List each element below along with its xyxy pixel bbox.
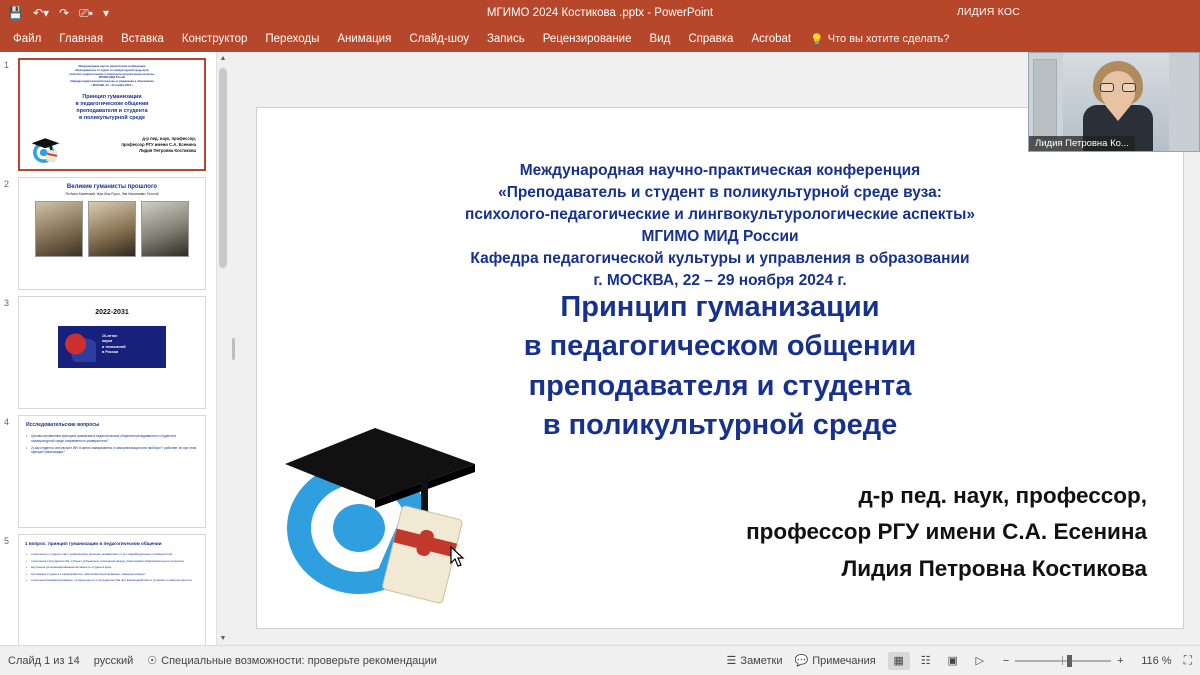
portrait-komensky xyxy=(35,201,83,257)
tab-home[interactable]: Главная xyxy=(59,32,104,45)
tell-me-box[interactable] xyxy=(810,33,949,46)
thumb3-banner xyxy=(58,326,166,368)
notes-label: Заметки xyxy=(740,654,783,667)
portrait-rousseau xyxy=(88,201,136,257)
reading-view-button[interactable]: ▣ xyxy=(947,655,958,667)
zoom-slider[interactable] xyxy=(1003,655,1124,667)
portrait-tolstoy xyxy=(141,201,189,257)
scrollbar-thumb[interactable] xyxy=(219,68,227,268)
zoom-track[interactable] xyxy=(1015,660,1111,662)
thumbnail-slide-2[interactable] xyxy=(18,177,206,290)
slide-thumbnail-pane[interactable] xyxy=(0,52,228,645)
present-icon[interactable]: ⎚▪ xyxy=(79,6,93,20)
ribbon-tabs xyxy=(0,26,1200,52)
thumb4-bullets xyxy=(31,434,197,455)
current-slide[interactable] xyxy=(256,107,1184,629)
qat-more-icon[interactable]: ▾ xyxy=(102,6,109,20)
thumbnail-number: 4 xyxy=(4,417,10,427)
fit-to-window-icon[interactable]: ⛶ xyxy=(1183,653,1192,667)
thumbnail-row[interactable] xyxy=(0,171,228,290)
glasses-icon xyxy=(1100,83,1136,92)
list-item: • 2) как студенты используют ИИ: в целях саморазвития и самореализации или наоборот? работает ли при этом принцип гуманизации? xyxy=(31,446,197,456)
comments-button[interactable] xyxy=(795,654,876,667)
accessibility-icon: ☉ xyxy=(147,655,158,667)
video-call-self-view[interactable] xyxy=(1028,52,1200,152)
slide-counter[interactable]: Слайд 1 из 14 xyxy=(8,654,80,667)
thumbnail-slide-3[interactable] xyxy=(18,296,206,409)
redo-icon[interactable]: ↷ xyxy=(59,6,70,20)
thumbnail-slide-5[interactable] xyxy=(18,534,206,645)
science-decade-logo-icon xyxy=(62,332,96,362)
graduation-cap-at-symbol-icon[interactable] xyxy=(279,406,509,606)
thumbnail-slide-4[interactable] xyxy=(18,415,206,528)
tab-help[interactable]: Справка xyxy=(688,32,734,45)
tab-design[interactable]: Конструктор xyxy=(181,32,248,45)
scroll-down-icon[interactable]: ▼ xyxy=(217,632,228,645)
slide-header-text[interactable]: Международная научно-практическая конференция «Преподаватель и студент в поликультурной среде вуза: психолого-педагогические и лингвокультурологические аспекты» МГИМО МИД России Кафедра педагогической культуры и управления в образовании г. МОСКВА, 22 – 29 ноября 2024 г. xyxy=(465,162,975,289)
lightbulb-icon: 💡 xyxy=(810,33,824,46)
thumb1-title: Принцип гуманизации в педагогическом общении преподавателя и студента в поликультурной среде xyxy=(75,93,149,122)
zoom-midpoint-tick xyxy=(1062,656,1063,665)
pane-splitter[interactable] xyxy=(228,52,240,645)
notes-button[interactable] xyxy=(727,654,783,667)
zoom-level-label[interactable]: 116 % xyxy=(1141,654,1172,667)
thumbnail-number: 1 xyxy=(4,60,10,70)
accessibility-status[interactable] xyxy=(147,654,437,667)
list-item: • отношение к студенту как к уникальному явлению независимо от его индивидуальных особенностей; xyxy=(31,552,197,557)
list-item: • внутренне детерминированная активность студента вуза; xyxy=(31,565,197,570)
comments-label: Примечания xyxy=(812,654,876,667)
tab-slideshow[interactable]: Слайд-шоу xyxy=(409,32,469,45)
camera-door xyxy=(1033,59,1057,139)
slide-sorter-view-button[interactable]: ☷ xyxy=(920,655,931,667)
notes-icon: ☰ xyxy=(726,655,737,667)
view-buttons xyxy=(888,652,991,670)
participant-name-label: Лидия Петровна Ко... xyxy=(1029,136,1135,151)
account-name: ЛИДИЯ КОС xyxy=(956,6,1020,18)
slideshow-view-button[interactable]: ▷ xyxy=(975,655,984,667)
comment-icon: 💬 xyxy=(794,655,809,667)
zoom-handle[interactable] xyxy=(1067,655,1072,667)
thumb1-author: д-р пед. наук, профессор, профессор РГУ имени С.А. Есенина Лидия Петровна Костикова xyxy=(121,135,196,154)
thumbnail-row[interactable] xyxy=(0,528,228,645)
list-item: • отношения взаимопонимания, толерантности и сотрудничества при взаимодействии в условиях поликультурности. xyxy=(31,578,197,583)
tab-acrobat[interactable]: Acrobat xyxy=(751,32,792,45)
scroll-up-icon[interactable]: ▲ xyxy=(217,52,228,65)
thumbnail-number: 2 xyxy=(4,179,10,189)
ribbon-tab-bar xyxy=(0,26,1200,52)
normal-view-button[interactable]: ▦ xyxy=(888,652,910,670)
quick-access-toolbar xyxy=(0,0,109,26)
thumb5-title: 1 вопрос: принцип гуманизации в педагогическом общении xyxy=(25,541,162,546)
graduation-cap-at-symbol-icon xyxy=(27,134,69,164)
thumbnail-slide-1[interactable] xyxy=(18,58,206,171)
status-left-group xyxy=(0,654,437,667)
thumb4-title: Исследовательские вопросы xyxy=(26,422,100,428)
tab-insert[interactable]: Вставка xyxy=(121,32,164,45)
list-item: • Ценовы проявления принципа гуманизма в педагогическом общении преподавателя и студента в поликультурной среде современного университета? xyxy=(31,434,197,444)
zoom-out-button[interactable]: − xyxy=(1002,654,1010,667)
thumb5-bullets xyxy=(31,552,197,583)
thumbnail-row[interactable] xyxy=(0,290,228,409)
title-bar xyxy=(0,0,1200,26)
tell-me-label: Что вы хотите сделать? xyxy=(827,33,950,45)
thumbnail-row[interactable] xyxy=(0,409,228,528)
camera-wall-right xyxy=(1169,53,1199,152)
document-title: МГИМО 2024 Костикова .pptx - PowerPoint xyxy=(486,7,714,19)
undo-icon[interactable]: ↶▾ xyxy=(32,6,50,20)
splitter-grip[interactable] xyxy=(232,338,235,360)
tab-review[interactable]: Рецензирование xyxy=(542,32,632,45)
thumb2-title: Великие гуманисты прошлого xyxy=(66,184,158,190)
accessibility-label: Специальные возможности: проверьте рекомендации xyxy=(161,654,437,667)
tab-file[interactable]: Файл xyxy=(13,32,42,45)
thumbnail-row[interactable] xyxy=(0,52,228,171)
list-item: • мотивация студента к саморазвитию, самосовершенствованию, самореализации; xyxy=(31,572,197,577)
tab-record[interactable]: Запись xyxy=(486,32,525,45)
zoom-in-button[interactable]: + xyxy=(1117,654,1124,667)
thumb3-banner-text: 10-летие науки и технологий в России xyxy=(102,334,126,355)
thumb2-portraits xyxy=(19,201,205,257)
language-indicator[interactable]: русский xyxy=(93,654,134,667)
thumb2-subtitle: Ян Амос Коменский, Жан-Жак Руссо, Лев Николаевич Толстой xyxy=(65,192,159,196)
thumbnail-scrollbar[interactable] xyxy=(216,52,228,645)
save-icon[interactable]: 💾 xyxy=(8,6,23,20)
list-item: • отношения сотрудничества, субъект-субъектные отношения между участниками образовательного процесса; xyxy=(31,559,197,564)
status-bar xyxy=(0,645,1200,675)
work-area xyxy=(0,52,1200,645)
tab-transitions[interactable]: Переходы xyxy=(265,32,320,45)
tab-view[interactable]: Вид xyxy=(649,32,671,45)
thumb3-title: 2022-2031 xyxy=(95,309,129,316)
slide-title-text[interactable]: Принцип гуманизации в педагогическом общении преподавателя и студента в поликультурной среде xyxy=(523,291,917,442)
status-right-group xyxy=(727,652,1192,670)
tab-animations[interactable]: Анимация xyxy=(337,32,392,45)
thumbnail-number: 5 xyxy=(4,536,10,546)
thumb1-header: Международная научно-практическая конференция «Преподаватель и студент в поликультурной среде вуза: психолого-педагогические и лингвокультурологические аспекты» МГИМО МИД России Кафедра педагогической культуры и управления в образовании г. МОСКВА, 22 – 29 ноября 2024 г. xyxy=(69,65,155,87)
thumbnail-number: 3 xyxy=(4,298,10,308)
slide-author-text[interactable]: д-р пед. наук, профессор, профессор РГУ имени С.А. Есенина Лидия Петровна Костикова xyxy=(746,483,1147,581)
